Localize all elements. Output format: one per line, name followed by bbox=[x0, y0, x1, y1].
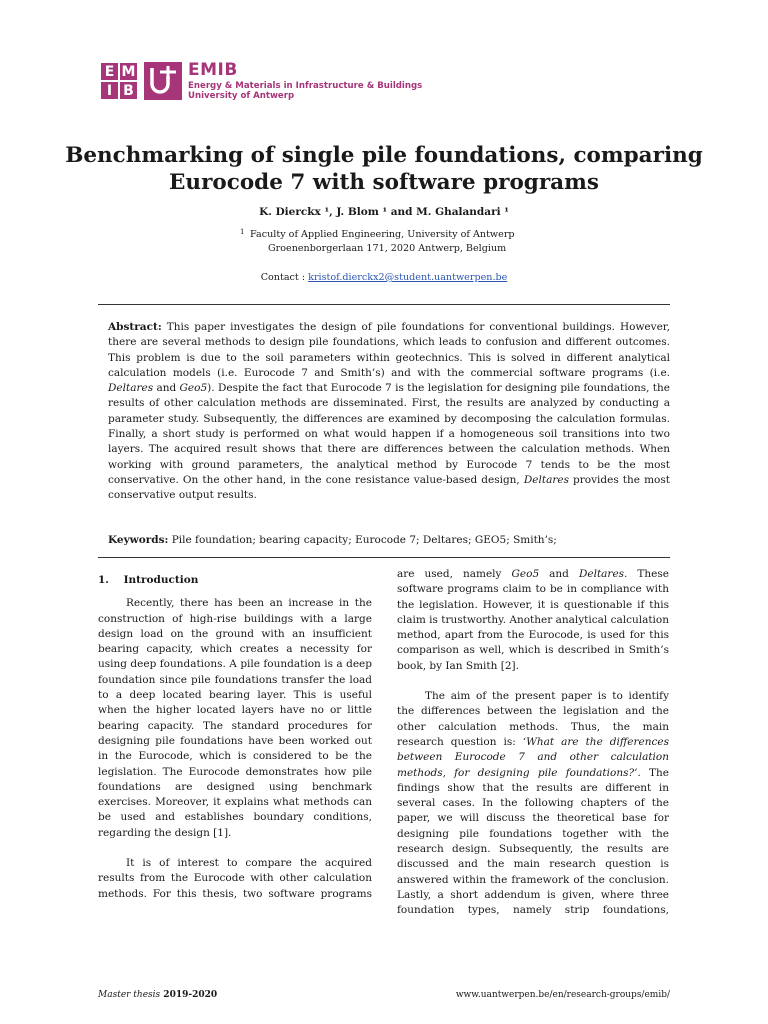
col2-paragraph-2 bbox=[397, 689, 669, 918]
keywords-label: Keywords: bbox=[108, 534, 169, 546]
abstract bbox=[108, 320, 670, 504]
col2-emphasis: Geo5 bbox=[511, 568, 540, 580]
contact-email-link[interactable]: kristof.dierckx2@student.uantwerpen.be bbox=[308, 272, 508, 283]
contact-label: Contact : bbox=[260, 272, 309, 283]
logo-name: EMIB bbox=[188, 60, 238, 80]
abstract-label: Abstract: bbox=[108, 321, 162, 333]
affiliation-line2: Groenenborgerlaan 171, 2020 Antwerp, Belgium bbox=[268, 243, 507, 254]
col2-text: . The findings show that the results are different in several cases. In the following chapters of the paper, we will discuss the theoretical base for designing pile foundations together with the research design. Subsequently, the results are discussed and the main research question is answered within the framework of the conclusion. Lastly, a short addendum is given, where three foundation types, namely strip foundations, bbox=[397, 766, 669, 917]
footer-thesis-label: Master thesis bbox=[98, 990, 161, 1000]
top-divider bbox=[98, 304, 670, 305]
logo-letter-m: M bbox=[119, 62, 138, 81]
abstract-text: ). Despite the fact that Eurocode 7 is the legislation for designing pile foundations, the results of other calculation methods are disseminated. First, the results are analyzed by conducting a parameter study. Subsequently, the differences are examined by decomposing the calculation formulas. Finally, a short study is performed on what would happen if a homogeneous soil transitions into two layers. The acquired result shows that there are differences between the calculation methods. When working with ground parameters, the analytical method by Eurocode 7 tends to be the most conservative. On the other hand, in the cone resistance value-based design, bbox=[108, 382, 670, 486]
col2-text: and bbox=[539, 568, 579, 580]
footer-url[interactable]: www.uantwerpen.be/en/research-groups/emib/ bbox=[455, 990, 670, 1000]
paper-title-line1: Benchmarking of single pile foundations, comparing bbox=[65, 143, 703, 168]
logo-subtitle bbox=[188, 81, 422, 101]
abstract-text: This paper investigates the design of pile foundations for conventional buildings. However, there are several methods to design pile foundations, which leads to confusion and different outcomes. This problem is due to the soil parameters within geotechnics. This is solved in different analytical calculation models (i.e. Eurocode 7 and Smith’s) and with the commercial software programs (i.e. bbox=[108, 321, 670, 379]
authors: K. Dierckx ¹, J. Blom ¹ and M. Ghalandari ¹ bbox=[259, 206, 509, 218]
abstract-emphasis: Deltares bbox=[108, 382, 154, 395]
col2-text: The aim of the present paper is to identify the differences between the legislation and the other calculation methods. Thus, the main research question is: bbox=[397, 690, 669, 748]
col2-text: . These software programs claim to be in compliance with the legislation. However, it is questionable if this claim is trustworthy. Another analytical calculation method, apart from the Eurocode, is used for this comparison as well, which is described in Smith’s book, by Ian Smith [2]. bbox=[397, 568, 670, 672]
left-column bbox=[98, 573, 372, 902]
abstract-text: provides the most conservative output results. bbox=[108, 473, 670, 502]
university-antwerp-logo-icon bbox=[144, 62, 182, 100]
affiliation-marker: 1 bbox=[240, 228, 245, 236]
bottom-divider bbox=[98, 557, 670, 558]
logo-subtitle-line1: Energy & Materials in Infrastructure & Buildings bbox=[188, 81, 423, 91]
contact-line bbox=[60, 272, 708, 283]
logo-subtitle-line2: University of Antwerp bbox=[188, 91, 295, 101]
abstract-emphasis: Deltares bbox=[523, 473, 569, 486]
col2-emphasis: Deltares bbox=[578, 568, 625, 580]
logo-letter-i: I bbox=[100, 81, 119, 100]
emib-logo-mark bbox=[100, 62, 138, 100]
logo-letter-b: B bbox=[119, 81, 138, 100]
abstract-emphasis: Geo5 bbox=[179, 382, 208, 395]
logo-letter-e: E bbox=[100, 62, 119, 81]
right-column bbox=[397, 567, 669, 919]
keywords bbox=[108, 533, 670, 548]
footer-thesis bbox=[98, 990, 217, 1000]
col2-paragraph-1 bbox=[397, 567, 669, 674]
paper-title bbox=[60, 142, 708, 196]
col2-text: are used, namely bbox=[397, 568, 512, 580]
footer-year: 2019-2020 bbox=[160, 990, 218, 1000]
section-heading-introduction: 1. Introduction bbox=[98, 574, 199, 586]
paper-title-line2: Eurocode 7 with software programs bbox=[169, 170, 599, 195]
research-question: ‘What are the differences between Eurocode 7 and other calculation methods, for designing pile foundations?’ bbox=[397, 735, 669, 779]
affiliation-line1: Faculty of Applied Engineering, University of Antwerp bbox=[250, 229, 515, 240]
abstract-text: and bbox=[153, 382, 180, 395]
keywords-text: Pile foundation; bearing capacity; Eurocode 7; Deltares; GEO5; Smith’s; bbox=[168, 534, 557, 546]
intro-paragraph-1: Recently, there has been an increase in the construction of high-rise buildings with a large design load on the ground with an insufficient bearing capacity, which creates a necessity for using deep foundations. A pile foundation is a deep foundation since pile foundations transfer the load to a deep located bearing layer. This is useful when the higher located layers have no or little bearing capacity. The standard procedures for designing pile foundations have been worked out in the Eurocode, which is considered to be the legislation. The Eurocode demonstrates how pile foundations are designed using benchmark exercises. Moreover, it explains what methods can be used and establishes boundary conditions, regarding the design [1]. bbox=[98, 597, 372, 839]
intro-paragraph-2: It is of interest to compare the acquired results from the Eurocode with other calculation methods. For this thesis, two software programs bbox=[98, 857, 372, 900]
